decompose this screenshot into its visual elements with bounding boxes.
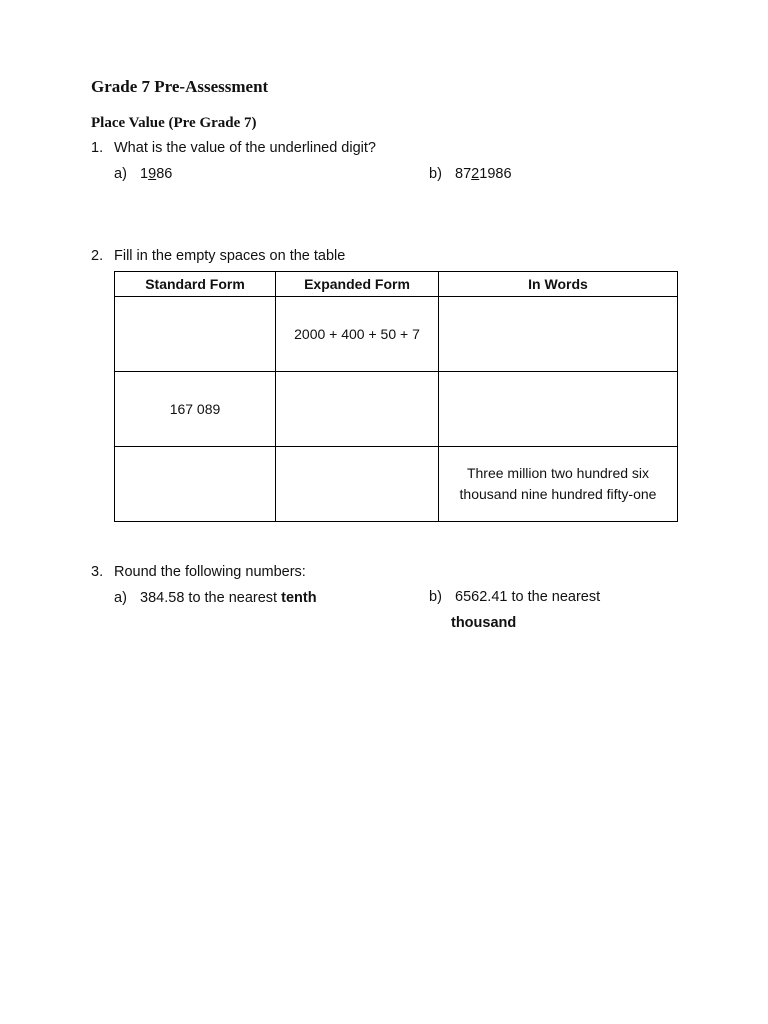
table-cell: Three million two hundred six thousand nine hundred fifty-one	[439, 447, 678, 522]
header-in-words: In Words	[439, 272, 678, 297]
table-cell	[115, 297, 276, 372]
table-row	[115, 447, 678, 522]
table-row	[115, 297, 678, 372]
table-cell	[276, 447, 439, 522]
table-cell	[439, 372, 678, 447]
option-label: b)	[429, 166, 442, 182]
table-cell	[276, 372, 439, 447]
header-standard-form: Standard Form	[115, 272, 276, 297]
question-number: 3.	[91, 564, 104, 580]
option-text: 384.58 to the nearest	[140, 590, 278, 606]
underlined-digit: 9	[148, 166, 157, 182]
question-number: 2.	[91, 248, 104, 264]
q1-option-b	[429, 166, 512, 182]
document-title: Grade 7 Pre-Assessment	[91, 77, 269, 96]
header-expanded-form: Expanded Form	[276, 272, 439, 297]
question-text: Round the following numbers:	[114, 564, 306, 580]
table-cell	[115, 447, 276, 522]
table-cell	[439, 297, 678, 372]
number-prefix: 87	[455, 166, 472, 182]
option-bold-text: thousand	[451, 615, 517, 631]
q1-option-a	[114, 166, 172, 182]
table-cell: 2000 + 400 + 50 + 7	[276, 297, 439, 372]
option-bold-text: tenth	[281, 590, 317, 606]
option-label: a)	[114, 166, 127, 182]
option-label: b)	[429, 589, 442, 605]
question-text: Fill in the empty spaces on the table	[114, 248, 346, 264]
table-cell: 167 089	[115, 372, 276, 447]
q3-option-a	[114, 590, 317, 606]
place-value-table	[114, 271, 678, 522]
table-header-row	[115, 272, 678, 297]
number-prefix: 1	[140, 166, 149, 182]
option-label: a)	[114, 590, 127, 606]
underlined-digit: 2	[471, 166, 480, 182]
number-suffix: 1986	[479, 166, 512, 182]
q3-option-b	[429, 584, 649, 636]
section-heading: Place Value (Pre Grade 7)	[91, 115, 257, 131]
question-text: What is the value of the underlined digit?	[114, 140, 376, 156]
table-row	[115, 372, 678, 447]
number-suffix: 86	[156, 166, 173, 182]
option-text: 6562.41 to the nearest	[455, 589, 601, 605]
question-number: 1.	[91, 140, 104, 156]
